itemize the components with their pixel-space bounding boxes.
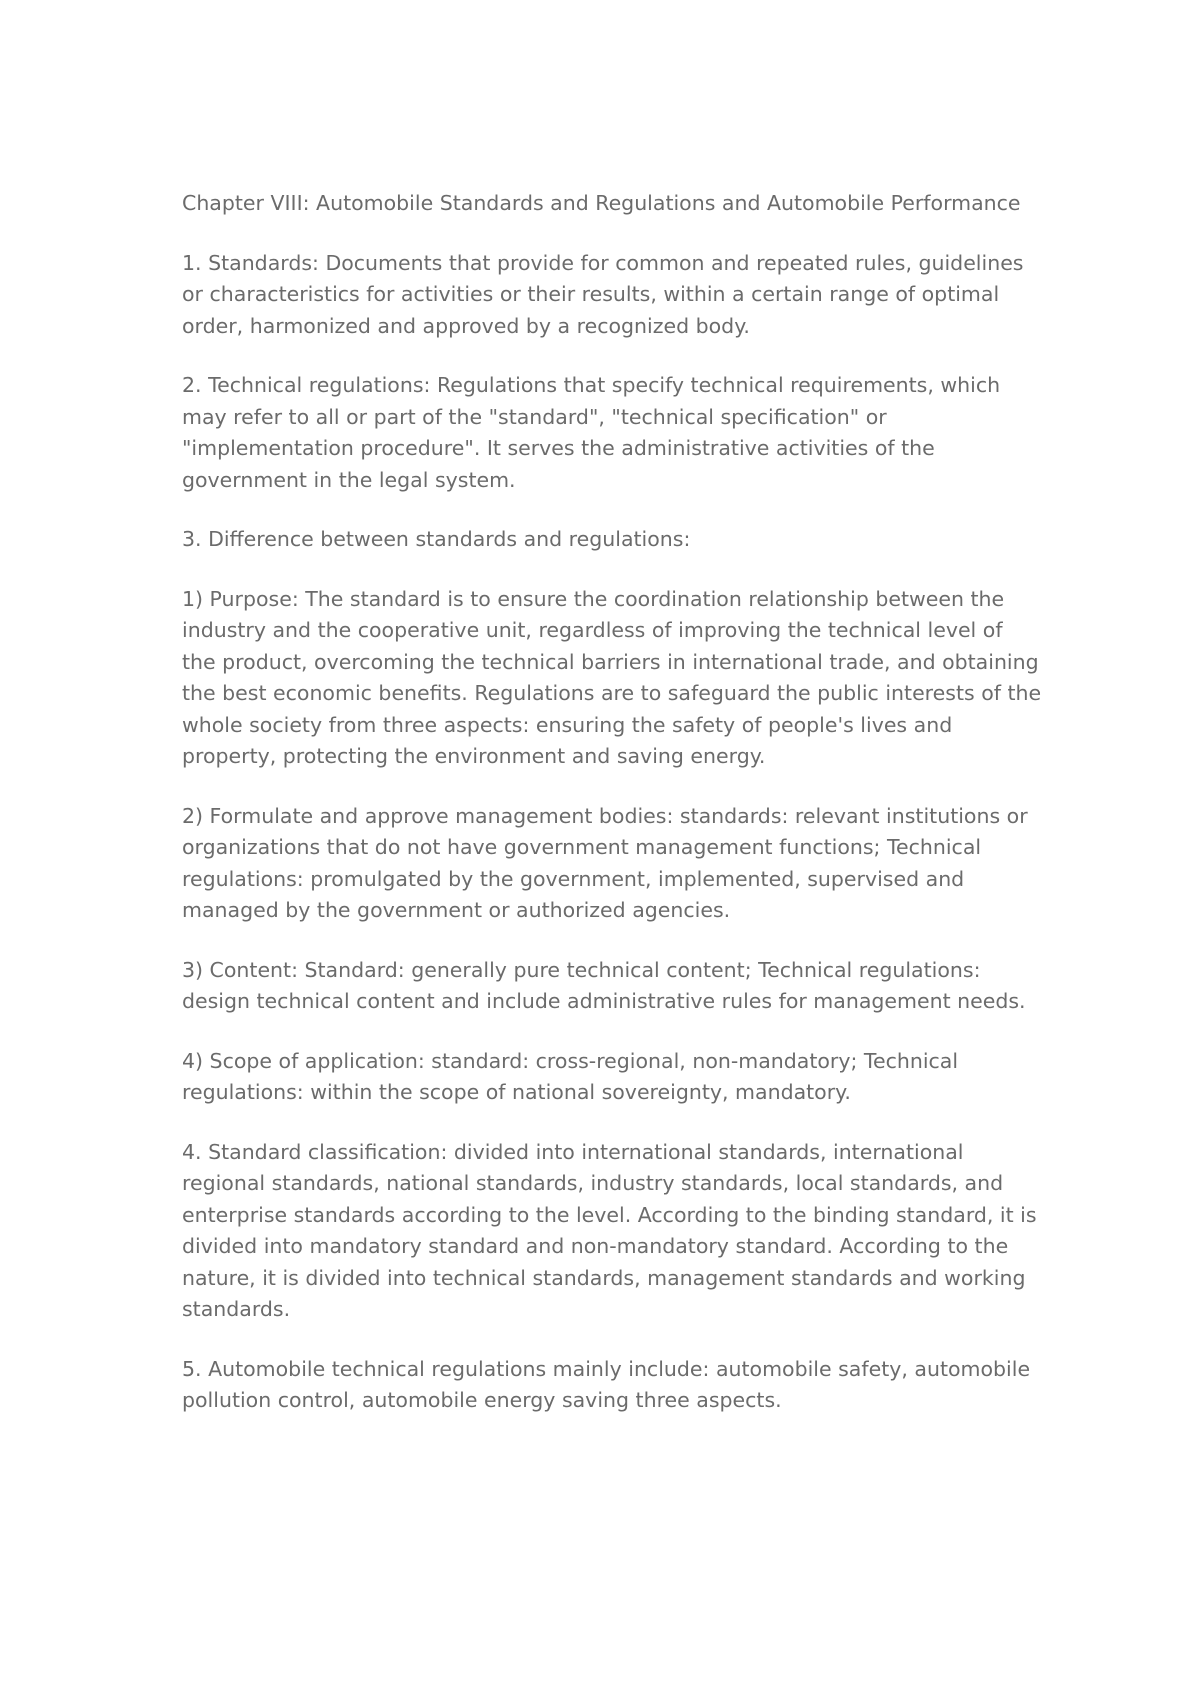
paragraph-content: 3) Content: Standard: generally pure technical content; Technical regulations: design technical content and include administrative rules for management needs. [182, 957, 1026, 1013]
chapter-title: Chapter VIII: Automobile Standards and Regulations and Automobile Performance [182, 191, 1021, 215]
paragraph-management-bodies: 2) Formulate and approve management bodies: standards: relevant institutions or organizations that do not have government management functions; Technical regulations: promulgated by the government, implemented, supervised and managed by the government or authorized agencies. [182, 803, 1028, 922]
paragraph-difference-heading: 3. Difference between standards and regulations: [182, 527, 691, 551]
paragraph-technical-regulations-definition: 2. Technical regulations: Regulations that specify technical requirements, which may refer to all or part of the "standard", "technical specification" or "implementation procedure". It serves the administrative activities of the government in the legal system. [182, 373, 1001, 492]
paragraph-standards-definition: 1. Standards: Documents that provide for common and repeated rules, guidelines or characteristics for activities or their results, within a certain range of optimal order, harmonized and approved by a recognized body. [182, 250, 1024, 338]
paragraph-technical-regulations-aspects: 5. Automobile technical regulations mainly include: automobile safety, automobile pollution control, automobile energy saving three aspects. [182, 1356, 1031, 1412]
paragraph-scope: 4) Scope of application: standard: cross-regional, non-mandatory; Technical regulations: within the scope of national sovereignty, mandatory. [182, 1048, 959, 1104]
paragraph-purpose: 1) Purpose: The standard is to ensure the coordination relationship between the industry and the cooperative unit, regardless of improving the technical level of the product, overcoming the technical barriers in international trade, and obtaining the best economic benefits. Regulations are to safeguard the public interests of the whole society from three aspects: ensuring the safety of people's lives and property, protecting the environment and saving energy. [182, 586, 1042, 768]
paragraph-standard-classification: 4. Standard classification: divided into international standards, international regional standards, national standards, industry standards, local standards, and enterprise standards according to the level. According to the binding standard, it is divided into mandatory standard and non-mandatory standard. According to the nature, it is divided into technical standards, management standards and working standards. [182, 1139, 1037, 1321]
document-page [182, 188, 1042, 1445]
